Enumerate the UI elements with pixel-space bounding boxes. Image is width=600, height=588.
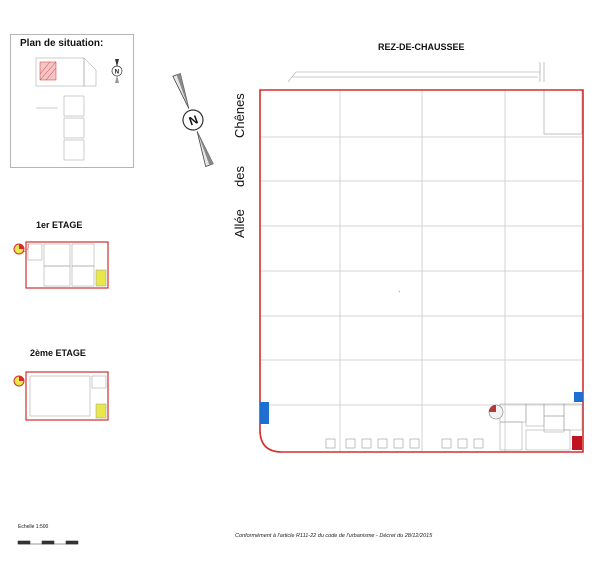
blue-block-left [260, 402, 269, 424]
scale-label: Echelle 1:500 [18, 524, 49, 530]
loading-docks [326, 439, 483, 448]
ground-floor-plan [260, 62, 583, 452]
scale-bar [18, 541, 78, 544]
first-floor-stairs [96, 270, 106, 286]
blue-block-right [574, 392, 583, 402]
second-floor-plan [26, 372, 108, 420]
first-floor-stair-icon [14, 244, 24, 254]
situation-plan-drawing [36, 58, 96, 160]
ground-stair-icon [489, 405, 503, 419]
situation-parcel-corner [84, 58, 96, 86]
first-floor-title: 1er ETAGE [36, 220, 83, 230]
situation-compass [112, 59, 122, 83]
office-accent-block [572, 436, 582, 450]
second-floor-stairs [96, 404, 106, 418]
street-word-allee: Allée [232, 209, 247, 238]
first-floor-plan [22, 242, 108, 288]
north-arrow-icon [167, 71, 219, 168]
svg-text:N: N [187, 112, 200, 129]
svg-text:N: N [114, 69, 120, 76]
first-floor-outline [26, 242, 108, 288]
center-marker: + [398, 289, 401, 294]
ground-floor-title: REZ-DE-CHAUSSEE [378, 42, 465, 52]
situation-block-c [64, 140, 84, 160]
situation-block-b [64, 118, 84, 138]
street-word-des: des [232, 166, 247, 187]
structural-grid [260, 90, 583, 452]
office-block [500, 404, 582, 450]
second-floor-title: 2ème ETAGE [30, 348, 86, 358]
second-floor-stair-icon [14, 376, 24, 386]
street-word-chenes: Chênes [232, 93, 247, 138]
situation-block-a [64, 96, 84, 116]
technical-room [544, 90, 582, 134]
footer-note: Conformément à l'article R111-22 du code de l'urbanisme - Décret du 28/12/2015 [235, 533, 433, 539]
roof-rails [288, 62, 544, 82]
situation-plan-title: Plan de situation: [20, 38, 104, 49]
second-floor-outline [26, 372, 108, 420]
